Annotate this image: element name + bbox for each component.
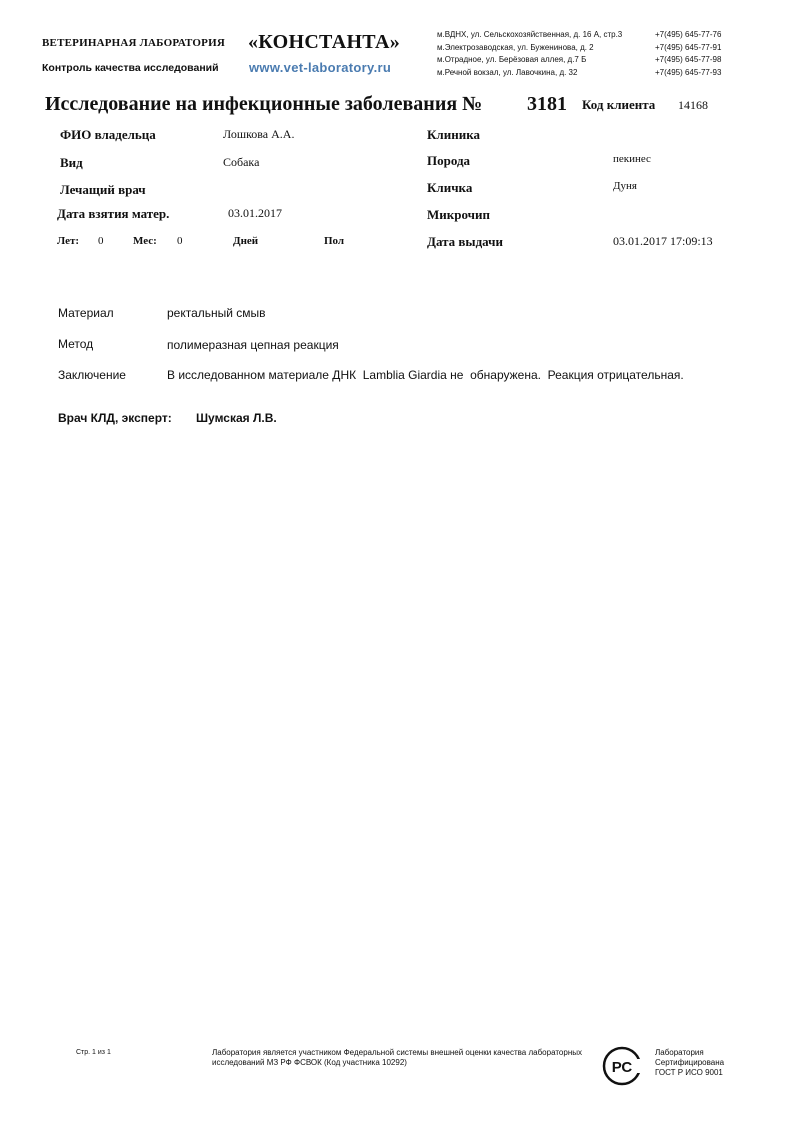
owner-label: ФИО владельца — [60, 127, 156, 142]
lab-website-link[interactable]: www.vet-laboratory.ru — [249, 60, 392, 75]
lab-name: «КОНСТАНТА» — [248, 31, 400, 53]
phone-number: +7(495) 645-77-98 — [655, 54, 722, 64]
phone-number: +7(495) 645-77-93 — [655, 67, 722, 77]
page-number: Стр. 1 из 1 — [76, 1049, 111, 1056]
phone-number: +7(495) 645-77-76 — [655, 29, 722, 39]
document-number: 3181 — [527, 93, 567, 115]
pet-name-value: Дуня — [613, 180, 637, 192]
footer-notice: Лаборатория является участником Федеральной системы внешней оценки качества лабораторных исследований МЗ РФ ФСВОК (Код участника 10292) — [212, 1048, 582, 1067]
address-line: м.ВДНХ, ул. Сельскохозяйственная, д. 16 А, стр.3 — [437, 29, 623, 39]
expert-label: Врач КЛД, эксперт: — [58, 411, 172, 425]
client-code-value: 14168 — [678, 98, 708, 112]
client-code-label: Код клиента — [582, 97, 656, 112]
conclusion-label: Заключение — [58, 368, 126, 382]
address-line: м.Электрозаводская, ул. Буженинова, д. 2 — [437, 42, 594, 52]
months-value: 0 — [177, 235, 183, 247]
clinic-label: Клиника — [427, 127, 480, 142]
address-line: м.Отрадное, ул. Берёзовая аллея, д.7 Б — [437, 54, 587, 64]
owner-value: Лошкова А.А. — [223, 127, 295, 141]
microchip-label: Микрочип — [427, 207, 490, 222]
days-label: Дней — [233, 235, 259, 247]
address-line: м.Речной вокзал, ул. Лавочкина, д. 32 — [437, 67, 578, 77]
method-value: полимеразная цепная реакция — [167, 338, 339, 352]
breed-label: Порода — [427, 153, 471, 168]
years-label: Лет: — [57, 235, 80, 247]
months-label: Мес: — [133, 235, 157, 247]
issue-date-value: 03.01.2017 17:09:13 — [613, 234, 713, 248]
species-label: Вид — [60, 155, 83, 170]
issue-date-label: Дата выдачи — [427, 234, 503, 249]
certification-text — [655, 1048, 745, 1078]
years-value: 0 — [98, 235, 104, 247]
sample-date-value: 03.01.2017 — [228, 206, 282, 220]
doctor-label: Лечащий врач — [60, 182, 146, 197]
breed-value: пекинес — [613, 153, 651, 165]
sample-date-label: Дата взятия матер. — [57, 206, 170, 221]
lab-subtitle: Контроль качества исследований — [42, 62, 219, 74]
cert-logo-text: РС — [611, 1059, 633, 1076]
cert-line: Лаборатория — [655, 1048, 704, 1057]
material-label: Материал — [58, 306, 114, 320]
phone-number: +7(495) 645-77-91 — [655, 42, 722, 52]
pet-name-label: Кличка — [427, 180, 473, 195]
expert-name: Шумская Л.В. — [196, 411, 277, 425]
cert-line: Сертифицирована — [655, 1058, 725, 1067]
sex-label: Пол — [324, 235, 345, 247]
species-value: Собака — [223, 155, 260, 169]
material-value: ректальный смыв — [167, 306, 266, 320]
document-title: Исследование на инфекционные заболевания № — [45, 93, 483, 115]
certification-logo-icon — [601, 1045, 651, 1087]
conclusion-value: В исследованном материале ДНК Lamblia Giardia не обнаружена. Реакция отрицательная. — [167, 368, 684, 382]
lab-title: ВЕТЕРИНАРНАЯ ЛАБОРАТОРИЯ — [42, 37, 225, 49]
method-label: Метод — [58, 337, 94, 351]
cert-line: ГОСТ Р ИСО 9001 — [655, 1068, 723, 1077]
